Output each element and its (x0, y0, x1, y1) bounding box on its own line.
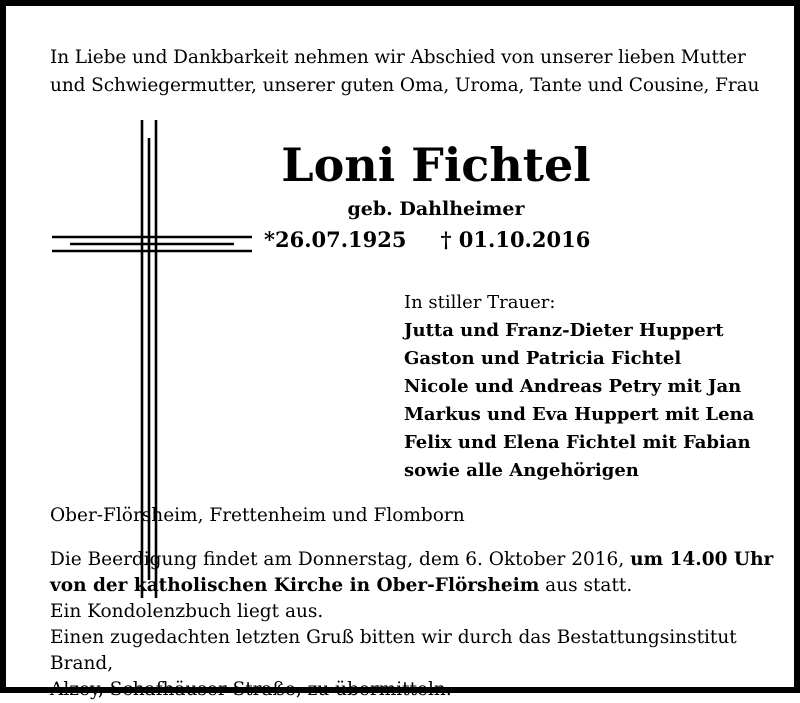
condolence-book-line: Ein Kondolenzbuch liegt aus. (50, 601, 324, 622)
mourner-item: Felix und Elena Fichtel mit Fabian (404, 432, 751, 453)
intro-line-2: und Schwiegermutter, unserer guten Oma, Uroma, Tante und Cousine, Frau (50, 75, 760, 96)
funeral-line-2 (50, 573, 780, 599)
intro-line-1: In Liebe und Dankbarkeit nehmen wir Abschied von unserer lieben Mutter (50, 47, 746, 68)
mourner-item: Markus und Eva Huppert mit Lena (404, 404, 755, 425)
mourner-item: Gaston und Patricia Fichtel (404, 348, 682, 369)
funeral-text: aus statt. (539, 575, 633, 596)
places-line: Ober-Flörsheim, Frettenheim und Flomborn (50, 505, 465, 526)
birth-date: *26.07.1925 (264, 227, 407, 252)
deceased-name: Loni Fichtel (281, 138, 591, 192)
mourner-item: Jutta und Franz-Dieter Huppert (404, 320, 724, 341)
intro-text (50, 44, 780, 100)
cross-icon (52, 120, 252, 610)
funeral-location: von der katholischen Kirche in Ober-Flörsheim (50, 575, 540, 596)
greeting-line-2: Alzey, Schafhäuser Straße, zu übermitteln. (50, 679, 452, 700)
mourner-item: Nicole und Andreas Petry mit Jan (404, 376, 742, 397)
mourner-item: sowie alle Angehörigen (404, 460, 639, 481)
funeral-text: Die Beerdigung findet am Donnerstag, dem 6. Oktober 2016, (50, 549, 631, 570)
funeral-line-1 (50, 547, 780, 573)
greeting-line-1: Einen zugedachten letzten Gruß bitten wir durch das Bestattungsinstitut Brand, (50, 627, 737, 674)
mourners-heading: In stiller Trauer: (404, 292, 556, 313)
maiden-name: geb. Dahlheimer (347, 198, 525, 220)
death-date: † 01.10.2016 (440, 227, 591, 252)
mourners-list (404, 289, 754, 485)
funeral-info (50, 547, 780, 703)
life-dates (264, 226, 590, 254)
funeral-time: um 14.00 Uhr (630, 549, 774, 570)
